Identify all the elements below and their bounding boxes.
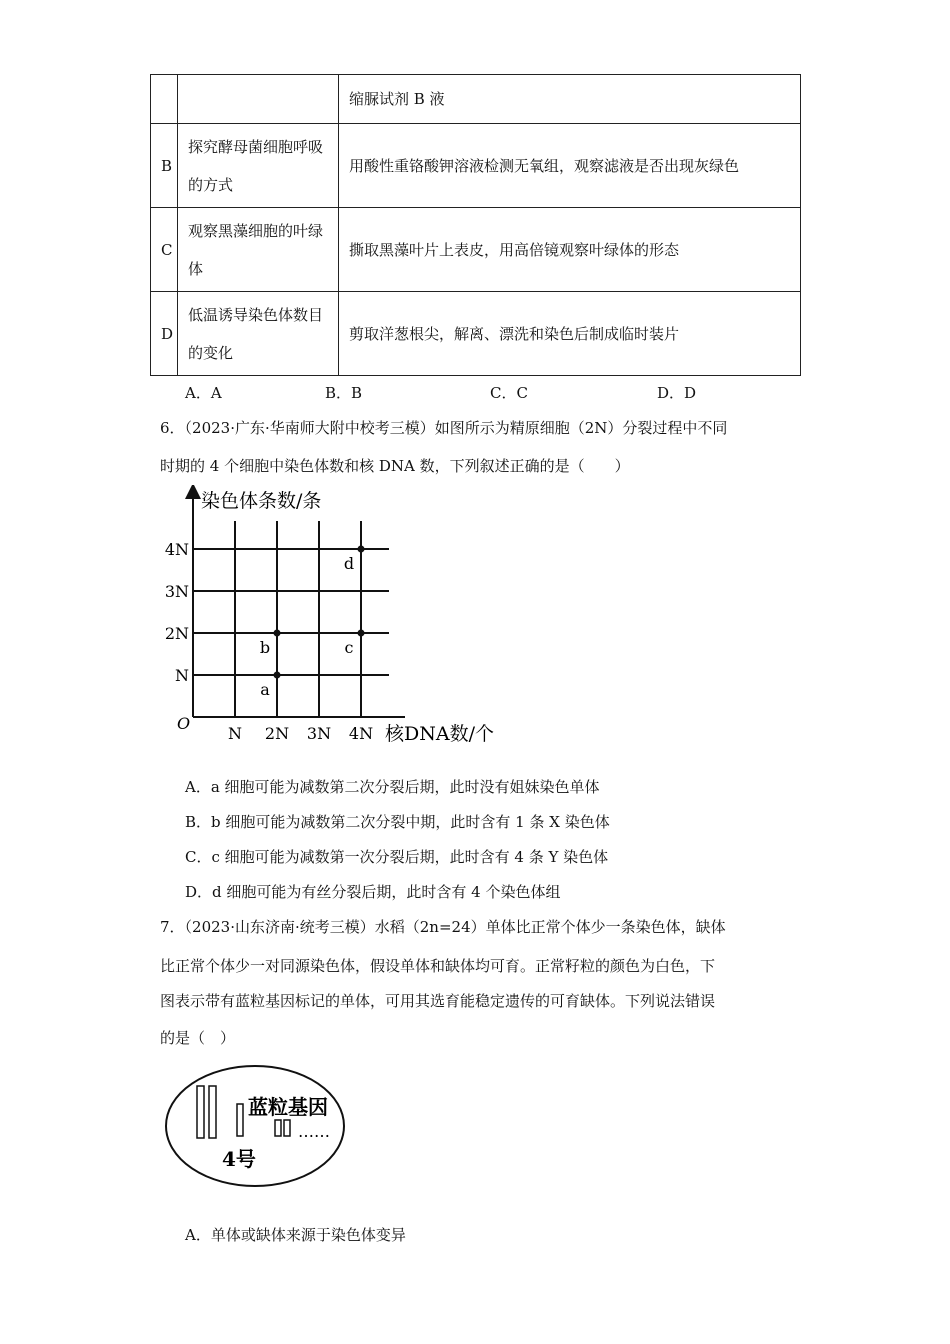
row-procedure: 缩脲试剂 B 液 <box>339 75 801 124</box>
row-label <box>151 75 178 124</box>
row-experiment: 观察黑藻细胞的叶绿体 <box>178 208 339 292</box>
table-row <box>151 75 801 124</box>
q6-option-d[interactable]: D．d 细胞可能为有丝分裂后期，此时含有 4 个染色体组 <box>185 883 561 901</box>
row-label: D <box>151 292 178 376</box>
gene-label: 蓝粒基因 <box>248 1095 328 1119</box>
chromosome <box>284 1120 290 1136</box>
row-procedure: 用酸性重铬酸钾溶液检测无氧组，观察滤液是否出现灰绿色 <box>339 124 801 208</box>
chromosome <box>275 1120 281 1136</box>
q7-stem-line: 7．（2023·山东济南·统考三模）水稻（2n=24）单体比正常个体少一条染色体，缺体 <box>160 918 726 936</box>
q7-stem-line: 图表示带有蓝粒基因标记的单体，可用其选育能稳定遗传的可育缺体。下列说法错误 <box>160 992 716 1010</box>
y-tick-label: N <box>175 666 189 685</box>
origin-label: O <box>177 714 191 733</box>
data-point-a <box>274 672 281 679</box>
x-tick-label: 3N <box>306 724 332 743</box>
q5-option-c[interactable]: C．C <box>490 384 528 402</box>
table-row <box>151 292 801 376</box>
y-axis-label: 染色体条数/条 <box>201 490 322 512</box>
x-tick-label: 2N <box>264 724 290 743</box>
row-procedure: 撕取黑藻叶片上表皮，用高倍镜观察叶绿体的形态 <box>339 208 801 292</box>
y-tick-label: 2N <box>165 624 189 643</box>
y-tick-label: 4N <box>165 540 189 559</box>
point-label-d: d <box>343 554 355 573</box>
chromosome <box>197 1086 204 1138</box>
x-tick-label: 4N <box>348 724 374 743</box>
row-experiment: 低温诱导染色体数目的变化 <box>178 292 339 376</box>
data-point-b <box>274 630 281 637</box>
chromosome <box>209 1086 216 1138</box>
q5-option-d[interactable]: D．D <box>657 384 697 402</box>
q5-option-a[interactable]: A．A <box>185 384 222 402</box>
row-label: B <box>151 124 178 208</box>
monosomy-figure <box>160 1062 360 1192</box>
q7-stem-line: 比正常个体少一对同源染色体，假设单体和缺体均可育。正常籽粒的颜色为白色，下 <box>160 957 716 975</box>
point-label-a: a <box>260 680 270 699</box>
chromosome-dna-chart <box>165 485 505 750</box>
q6-option-c[interactable]: C．c 细胞可能为减数第一次分裂后期，此时含有 4 条 Y 染色体 <box>185 848 609 866</box>
point-label-c: c <box>344 638 354 657</box>
q7-stem-line: 的是（ ） <box>160 1029 236 1047</box>
table-row <box>151 208 801 292</box>
q6-stem-line: 6．（2023·广东·华南师大附中校考三模）如图所示为精原细胞（2N）分裂过程中不同 <box>160 419 728 437</box>
row-experiment: 探究酵母菌细胞呼吸的方式 <box>178 124 339 208</box>
row-label: C <box>151 208 178 292</box>
x-tick-label: N <box>228 724 242 743</box>
q6-stem-line: 时期的 4 个细胞中染色体数和核 DNA 数，下列叙述正确的是（ ） <box>160 457 630 475</box>
q6-option-a[interactable]: A．a 细胞可能为减数第二次分裂后期，此时没有姐妹染色单体 <box>185 778 600 796</box>
x-axis-label: 核DNA数/个 <box>385 723 494 745</box>
chromosome-4 <box>237 1104 243 1136</box>
ellipsis-text: …… <box>298 1122 330 1141</box>
q6-option-b[interactable]: B．b 细胞可能为减数第二次分裂中期，此时含有 1 条 X 染色体 <box>185 813 610 831</box>
experiment-table <box>150 74 801 376</box>
point-label-b: b <box>259 638 271 657</box>
row-procedure: 剪取洋葱根尖，解离、漂洗和染色后制成临时装片 <box>339 292 801 376</box>
q7-option-a[interactable]: A．单体或缺体来源于染色体变异 <box>185 1226 406 1244</box>
table-row <box>151 124 801 208</box>
data-point-c <box>358 630 365 637</box>
y-tick-label: 3N <box>165 582 189 601</box>
q5-option-b[interactable]: B．B <box>325 384 363 402</box>
data-point-d <box>358 546 365 553</box>
row-experiment <box>178 75 339 124</box>
chromosome-number-label: 4号 <box>222 1147 256 1171</box>
